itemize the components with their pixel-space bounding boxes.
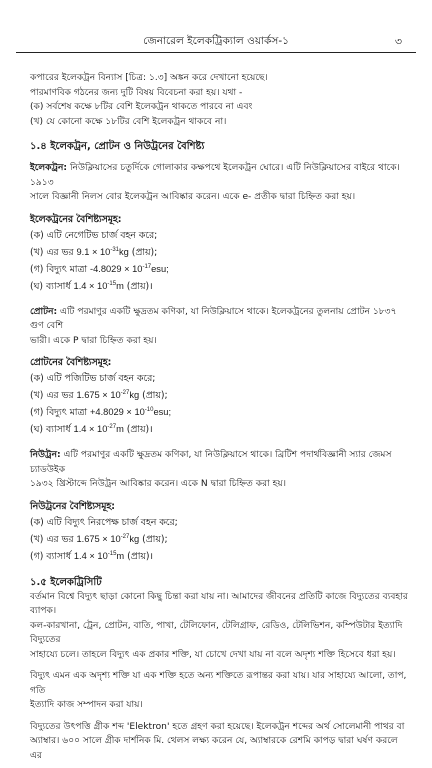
proton-para-line-1: প্রোটন: এটি পরমাণুর একটি ক্ষুদ্রতম কণিকা, যা নিউক্লিয়াসে থাকে। ইলেকট্রনের তুলনায় প্রোটন ১৮৩৭ গুণ বেশি: [30, 306, 397, 331]
intro-line-1: কপারের ইলেকট্রন বিন্যাস [চিত্র: ১.৩] অঙ্কন করে দেখানো হয়েছে।: [30, 73, 268, 83]
proton-term: প্রোটন:: [30, 306, 58, 317]
proton-prop-radius: (ঘ) ব্যাসার্ধ $1.4 \times 10^{-27}m$ (প্রায়)।: [30, 424, 153, 435]
intro-line-2: পারমাণবিক গঠনের জন্য দুটি বিষয় বিবেচনা করা হয়। যথা -: [30, 87, 243, 98]
intro-line-3: (ক) সর্বশেষ কক্ষে ৮টির বেশি ইলেকট্রন থাকতে পারবে না এবং: [30, 102, 253, 112]
electricity-para-2-line-2: ইত্যাদি কাজ সম্পাদন করা যায়।: [30, 700, 143, 710]
neutron-term: নিউট্রন:: [30, 450, 61, 460]
electron-prop-charge-value: (গ) বিদ্যুৎ মাত্রা $-4.8029 \times 10^{-17}esu$;: [30, 263, 169, 275]
proton-para-line-2: ভারী। একে P দ্বারা চিহ্নিত করা হয়।: [30, 335, 157, 346]
header-rule: [16, 52, 416, 53]
page-number: ৩: [394, 35, 402, 48]
electron-term: ইলেকট্রন:: [30, 163, 68, 173]
electron-prop-mass: (খ) এর ভর $9.1 \times 10^{-31}kg$ (প্রায়);: [30, 246, 158, 258]
neutron-prop-charge: (ক) এটি বিদ্যুৎ নিরপেক্ষ চার্জ বহন করে;: [30, 516, 178, 528]
electron-para-line-1: ইলেকট্রন: নিউক্লিয়াসের চতুর্দিকে গোলাকার কক্ষপথে ইলেকট্রন ঘোরে। এটি নিউক্লিয়াসের বাইরে থাকে। ১৯১৩: [30, 163, 400, 188]
electron-para-line-2: সালে বিজ্ঞানী নিলস বোর ইলেকট্রন আবিষ্কার করেন। একে e- প্রতীক দ্বারা চিহ্নিত করা হয়।: [30, 192, 356, 202]
electricity-para-1-line-2: কল-কারখানা, ট্রেন, প্রোটন, বাতি, পাখা, টেলিফোন, টেলিগ্রাফ, রেডিও, টেলিভিশন, কম্পিউটার ইত্যাদি বিদ্যুতের: [30, 620, 403, 645]
electron-prop-radius: (ঘ) ব্যাসার্ধ $1.4 \times 10^{-15}m$ (প্রায়)।: [30, 280, 153, 292]
proton-prop-charge: (ক) এটি পজিটিভ চার্জ বহন করে;: [30, 373, 156, 384]
electricity-para-2-line-1: বিদ্যুৎ এমন এক অদৃশ্য শক্তি যা এক শক্তি হতে অন্য শক্তিতে রূপান্তর করা যায়। যার সাহায্যে আলো, তাপ, গতি: [30, 671, 407, 696]
running-header: [16, 32, 416, 52]
electricity-para-1-line-1: বর্তমান বিশ্বে বিদ্যুৎ ছাড়া কোনো কিছু চিন্তা করা যায় না। আমাদের জীবনের প্রতিটি কাজে বিদ্যুতের ব্যবহার ব্যাপক।: [30, 591, 408, 616]
section-1-4-heading: ১.৪ ইলেকট্রন, প্রোটন ও নিউট্রনের বৈশিষ্ট্য: [30, 141, 205, 152]
electricity-para-3-line-2: অ্যাম্বার। ৬০০ সালে গ্রীক দার্শনিক মি. থেলস লক্ষ্য করেন যে, অ্যাম্বারকে রেশমি কাপড় দ্বারা ঘর্ষণ করলে এর: [30, 736, 398, 761]
section-1-5-heading: ১.৫ ইলেকট্রিসিটি: [30, 576, 102, 588]
proton-props-heading: প্রোটনের বৈশিষ্ট্যসমূহ:: [30, 357, 112, 368]
neutron-para-line-1: নিউট্রন: এটি পরমাণুর একটি ক্ষুদ্রতম কণিকা, যা নিউক্লিয়াসে থাকে। ব্রিটিশ পদার্থবিজ্ঞানী স্যার জেমস চ্যাডউইক: [30, 450, 392, 475]
proton-prop-mass: (খ) এর ভর $1.675 \times 10^{-27}kg$ (প্রায়);: [30, 390, 168, 401]
neutron-para-line-2: ১৯৩২ খ্রিস্টাব্দে নিউট্রন আবিষ্কার করেন। একে N দ্বারা চিহ্নিত করা হয়।: [30, 479, 287, 489]
electricity-para-3-line-1: বিদ্যুতের উৎপত্তি গ্রীক শব্দ 'Elektron' হতে গ্রহণ করা হয়েছে। ইলেকট্রন শব্দের অর্থ সোলেমানী পাথর বা: [30, 721, 405, 732]
header-title: জেনারেল ইলেকট্রিক্যাল ওয়ার্কস-১: [143, 35, 289, 47]
neutron-prop-radius: (গ) ব্যাসার্ধ $1.4 \times 10^{-15}m$ (প্রায়)।: [30, 550, 154, 562]
electricity-para-1-line-3: সাহায্যে চলে। তাহলে বিদ্যুৎ এক প্রকার শক্তি, যা চোখে দেখা যায় না বলে অদৃশ্য শক্তি হিসেবে ধরা হয়।: [30, 649, 396, 660]
proton-prop-charge-value: (গ) বিদ্যুৎ মাত্রা $+4.8029 \times 10^{-10}esu$;: [30, 407, 172, 418]
electron-props-heading: ইলেকট্রনের বৈশিষ্ট্যসমূহ:: [30, 213, 122, 225]
electron-prop-charge: (ক) এটি নেগেটিভ চার্জ বহন করে;: [30, 229, 158, 241]
intro-line-4: (খ) যে কোনো কক্ষে ১৮টির বেশি ইলেকট্রন থাকবে না।: [30, 116, 227, 127]
page-content: [30, 71, 410, 763]
neutron-prop-mass: (খ) এর ভর $1.675 \times 10^{-27}kg$ (প্রায়);: [30, 533, 168, 545]
neutron-props-heading: নিউট্রনের বৈশিষ্ট্যসমূহ:: [30, 500, 115, 512]
